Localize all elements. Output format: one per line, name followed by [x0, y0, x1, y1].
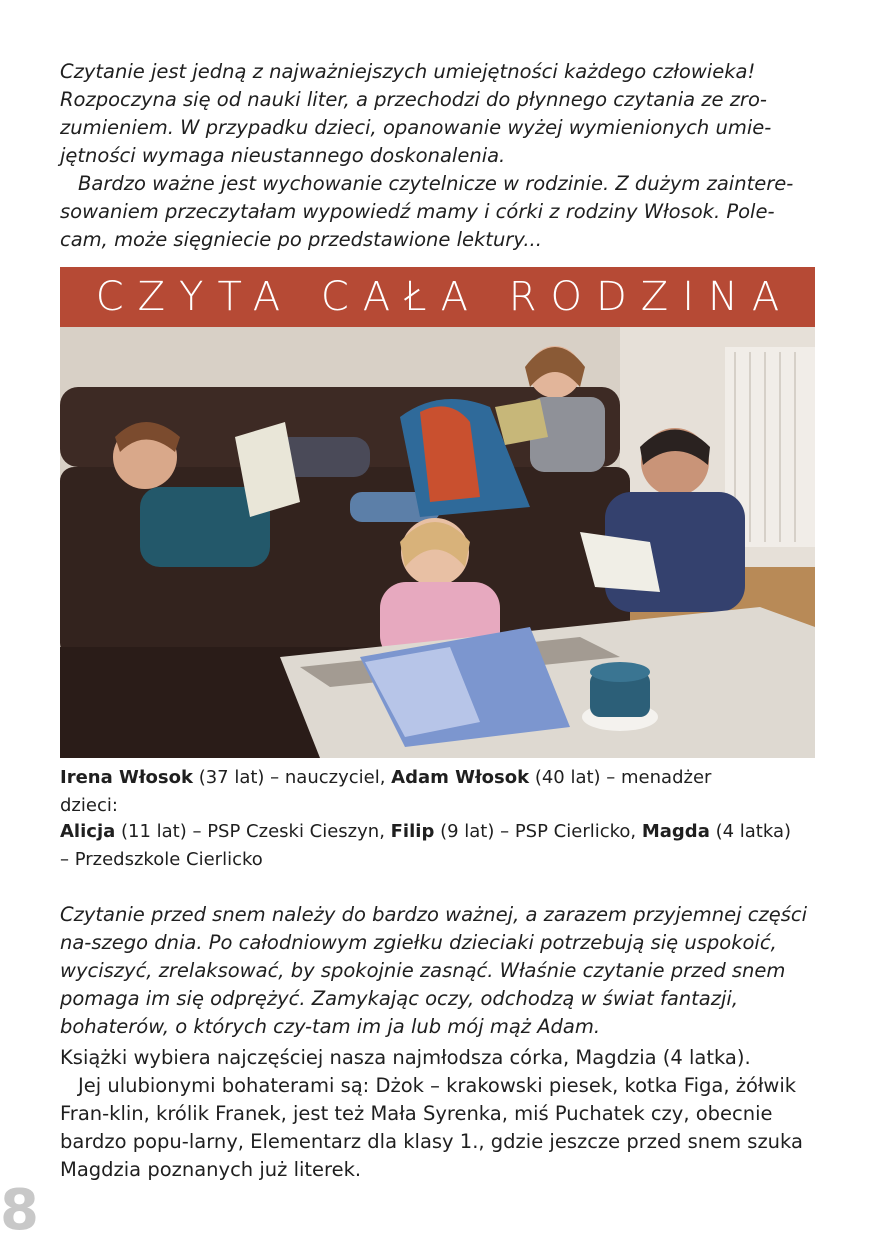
child2-info: (9 lat) – PSP Cierlicko,	[434, 821, 642, 842]
caption-parents	[60, 764, 820, 792]
intro-paragraph-1: Czytanie jest jedną z najważniejszych umiejętności każdego człowieka! Rozpoczyna się od nauki liter, a przechodzi do płynnego czytania ze zro-zumieniem. W przypadku dzieci, opanowanie wyżej wymienionych umie-jętności wymaga nieustannego doskonalenia.	[60, 60, 772, 167]
body-paragraph-1: Książki wybiera najczęściej nasza najmłodsza córka, Magdzia (4 latka).	[60, 1046, 751, 1069]
photo-illustration	[60, 327, 815, 758]
caption-children-label: dzieci:	[60, 795, 118, 816]
intro-text	[60, 58, 820, 254]
banner-title: CZYTA CAŁA RODZINA	[95, 274, 794, 320]
page-number: 8	[0, 1178, 39, 1243]
family-reading-photo	[60, 327, 815, 758]
child1-info: (11 lat) – PSP Czeski Cieszyn,	[115, 821, 391, 842]
child3-name: Magda	[641, 821, 710, 842]
article-banner	[60, 267, 815, 327]
intro-paragraph-2: Bardzo ważne jest wychowanie czytelnicze w rodzinie. Z dużym zaintere-sowaniem przeczytałam wypowiedź mamy i córki z rodziny Włosok. Pole-cam, może sięgniecie po przedstawione lektury...	[60, 172, 794, 251]
body-paragraph-2-text: Jej ulubionymi bohaterami są: Dżok – krakowski piesek, kotka Figa, żółwik Fran-klin, królik Franek, jest też Mała Syrenka, miś Puchatek czy, obecnie bardzo popu-larny, Elementarz dla klasy 1., gdzie jeszcze przed snem szuka Magdzia poznanych już literek.	[60, 1074, 803, 1181]
caption-children	[60, 818, 820, 846]
child3-info: (4 latka)	[709, 821, 792, 842]
body-paragraph-2	[60, 1072, 820, 1184]
parent2-info: (40 lat) – menadżer	[529, 767, 712, 788]
caption-child3-school: – Przedszkole Cierlicko	[60, 849, 263, 870]
child2-name: Filip	[390, 821, 435, 842]
parent1-info: (37 lat) – nauczyciel,	[192, 767, 392, 788]
mother-quote: Czytanie przed snem należy do bardzo ważnej, a zarazem przyjemnej części na-szego dnia. Po całodniowym zgiełku dzieciaki potrzebują się uspokoić, wyciszyć, zrelaksować, by spokojnie zasnąć. Właśnie czytanie przed snem pomaga im się odprężyć. Zamykając oczy, odchodzą w świat fantazji, bohaterów, o których czy-tam im ja lub mój mąż Adam.	[60, 903, 807, 1038]
parent1-name: Irena Włosok	[60, 767, 193, 788]
child1-name: Alicja	[60, 821, 116, 842]
parent2-name: Adam Włosok	[391, 767, 530, 788]
